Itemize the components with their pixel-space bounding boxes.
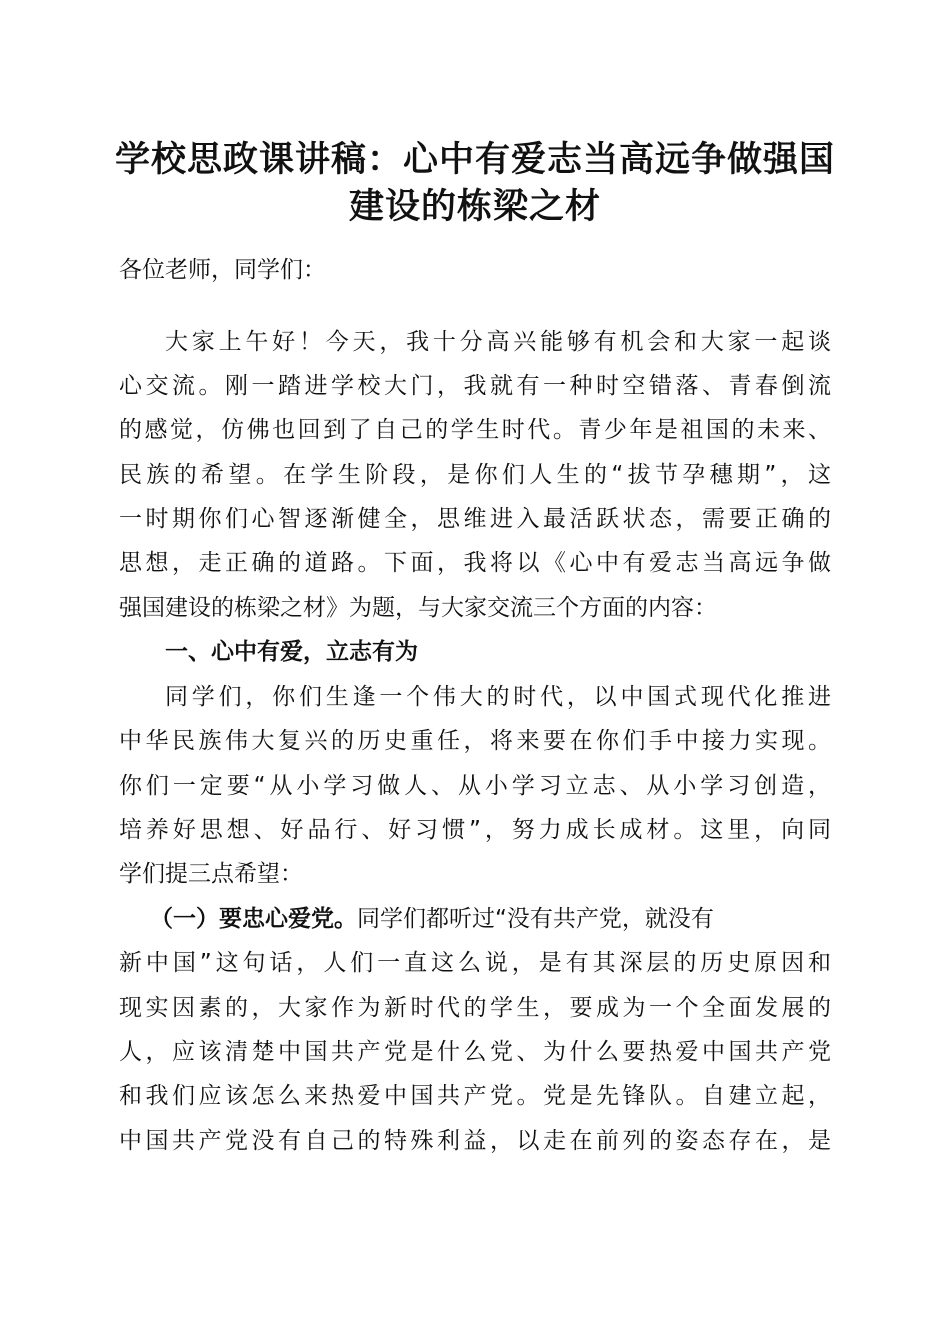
intro-line: 思想，走正确的道路。下面，我将以《心中有爱志当高远争做	[119, 550, 831, 576]
intro-line: 民族的希望。在学生阶段，是你们人生的“拔节孕穗期”，这	[119, 462, 831, 488]
subsection-1-first-line	[150, 899, 831, 939]
document-title-line-2: 建设的栋梁之材	[348, 186, 601, 227]
intro-line: 强国建设的栋梁之材》为题，与大家交流三个方面的内容：	[119, 595, 717, 621]
section-1-line: 培养好思想、好品行、好习惯”，努力成长成材。这里，向同	[119, 817, 831, 843]
section-1-line: 中华民族伟大复兴的历史重任，将来要在你们手中接力实现。	[119, 728, 831, 754]
section-1-heading: 一、心中有爱，立志有为	[165, 639, 418, 665]
section-1-line: 学们提三点希望：	[119, 861, 303, 887]
subsection-1-line: 新中国”这句话，人们一直这么说，是有其深层的历史原因和	[119, 950, 831, 976]
subsection-1-first-line-text: 同学们都听过“没有共产党，就没有	[357, 906, 714, 932]
section-1-line: 你们一定要“从小学习做人、从小学习立志、从小学习创造，	[119, 773, 831, 799]
subsection-1-heading: （一）要忠心爱党。	[150, 906, 357, 932]
salutation: 各位老师，同学们：	[119, 257, 326, 283]
intro-line: 心交流。刚一踏进学校大门，我就有一种时空错落、青春倒流	[119, 373, 831, 399]
section-1-line: 同学们，你们生逢一个伟大的时代，以中国式现代化推进	[165, 684, 831, 710]
intro-line: 大家上午好！今天，我十分高兴能够有机会和大家一起谈	[165, 329, 831, 355]
intro-line: 的感觉，仿佛也回到了自己的学生时代。青少年是祖国的未来、	[119, 417, 831, 443]
subsection-1-line: 和我们应该怎么来热爱中国共产党。党是先锋队。自建立起，	[119, 1083, 831, 1109]
subsection-1-line: 现实因素的，大家作为新时代的学生，要成为一个全面发展的	[119, 995, 831, 1021]
subsection-1-line: 中国共产党没有自己的特殊利益，以走在前列的姿态存在，是	[119, 1128, 831, 1154]
subsection-1-line: 人，应该清楚中国共产党是什么党、为什么要热爱中国共产党	[119, 1039, 831, 1065]
intro-line: 一时期你们心智逐渐健全，思维进入最活跃状态，需要正确的	[119, 506, 831, 532]
document-title-line-1: 学校思政课讲稿：心中有爱志当高远争做强国	[114, 139, 835, 180]
